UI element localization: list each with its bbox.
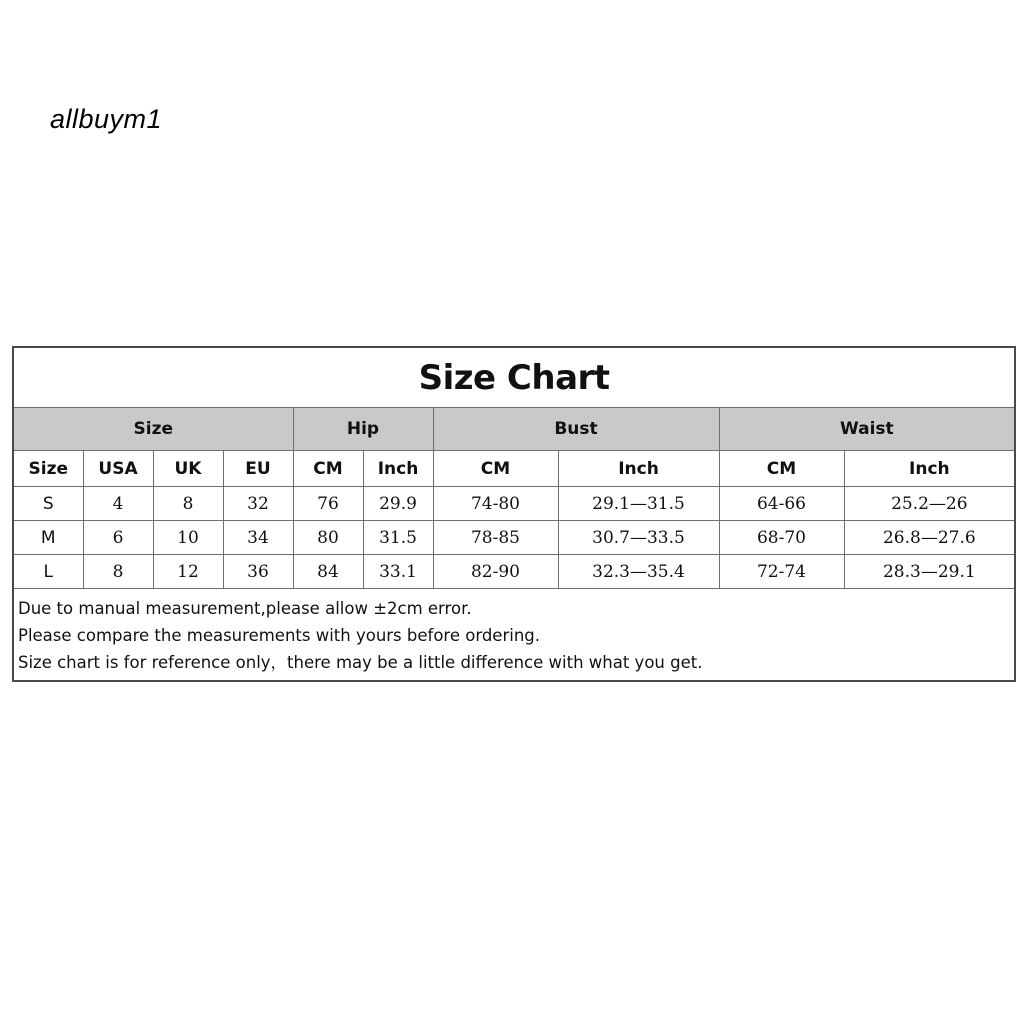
table-cell: 8 [153, 487, 223, 521]
table-cell: L [13, 555, 83, 589]
column-header: USA [83, 451, 153, 487]
table-cell: 6 [83, 521, 153, 555]
table-cell: S [13, 487, 83, 521]
table-cell: 82-90 [433, 555, 558, 589]
table-row [13, 521, 1015, 555]
table-cell: 33.1 [363, 555, 433, 589]
watermark-text: allbuym1 [50, 104, 163, 134]
table-cell: 31.5 [363, 521, 433, 555]
group-header-hip: Hip [293, 408, 433, 451]
column-header: Inch [558, 451, 719, 487]
table-cell: 26.8—27.6 [844, 521, 1015, 555]
table-cell: 29.1—31.5 [558, 487, 719, 521]
table-cell: 36 [223, 555, 293, 589]
table-row [13, 555, 1015, 589]
table-cell: 30.7—33.5 [558, 521, 719, 555]
chart-title: Size Chart [13, 347, 1015, 408]
table-cell: 78-85 [433, 521, 558, 555]
table-cell: 28.3—29.1 [844, 555, 1015, 589]
table-cell: 80 [293, 521, 363, 555]
column-header: Inch [844, 451, 1015, 487]
table-cell: 34 [223, 521, 293, 555]
table-cell: 8 [83, 555, 153, 589]
column-header: Size [13, 451, 83, 487]
table-cell: 12 [153, 555, 223, 589]
column-header: CM [293, 451, 363, 487]
table-cell: 32 [223, 487, 293, 521]
size-chart-table [12, 346, 1016, 682]
note-line: Please compare the measurements with yours before ordering. [18, 626, 541, 645]
column-header: CM [719, 451, 844, 487]
group-header-row [13, 408, 1015, 451]
column-header: CM [433, 451, 558, 487]
notes-row [13, 589, 1015, 682]
table-cell: M [13, 521, 83, 555]
table-cell: 25.2—26 [844, 487, 1015, 521]
table-cell: 68-70 [719, 521, 844, 555]
notes-cell [13, 589, 1015, 682]
group-header-waist: Waist [719, 408, 1015, 451]
group-header-bust: Bust [433, 408, 719, 451]
column-header: UK [153, 451, 223, 487]
table-cell: 29.9 [363, 487, 433, 521]
table-cell: 4 [83, 487, 153, 521]
column-header: EU [223, 451, 293, 487]
group-header-size: Size [13, 408, 293, 451]
column-header-row [13, 451, 1015, 487]
table-cell: 64-66 [719, 487, 844, 521]
table-cell: 32.3—35.4 [558, 555, 719, 589]
table-row [13, 487, 1015, 521]
note-line: Due to manual measurement,please allow ±2cm error. [18, 599, 472, 618]
table-cell: 76 [293, 487, 363, 521]
note-line: Size chart is for reference only，there may be a little difference with what you get. [18, 653, 703, 672]
title-row [13, 347, 1015, 408]
table-cell: 10 [153, 521, 223, 555]
table-cell: 74-80 [433, 487, 558, 521]
table-cell: 72-74 [719, 555, 844, 589]
column-header: Inch [363, 451, 433, 487]
table-cell: 84 [293, 555, 363, 589]
